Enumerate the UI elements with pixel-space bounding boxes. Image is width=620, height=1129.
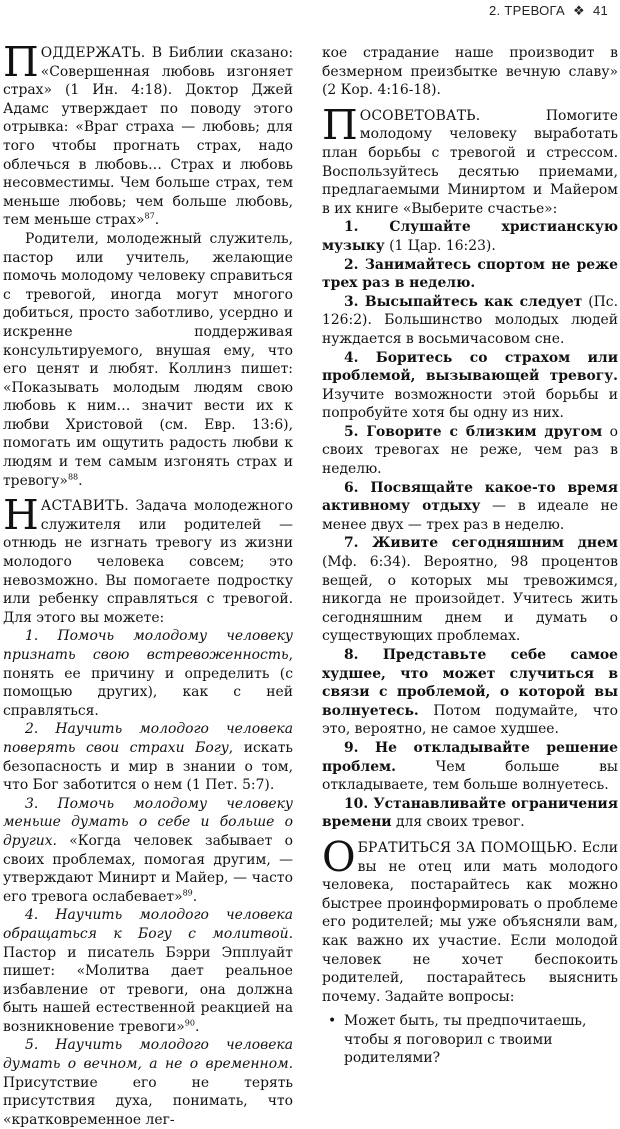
tip-item: 4. Боритесь со страхом или проблемой, вызывающей тревогу. Изучите возможности этой борьбы и попробуйте хотя бы одну из них. bbox=[322, 349, 618, 422]
right-column bbox=[322, 44, 618, 1068]
footnote-ref: 87 bbox=[144, 211, 155, 221]
tip-item: 1. Слушайте христианскую музыку (1 Цар. 16:23). bbox=[322, 219, 618, 254]
chapter-title: 2. ТРЕВОГА bbox=[489, 3, 565, 18]
paragraph: Родители, молодежный служитель, пастор или учитель, желающие помочь молодому человеку справиться с тревогой, иногда могут многого добиться, просто заботливо, усердно и искренне поддерживая консультируемого, внушая ему, что его ценят и любят. Коллинз пишет: «Показывать молодым людям свою любовь к ним… значит вести их к любви Христовой (см. Евр. 13:6), помогать им ощутить радость любви к людям и тем самым изгонять страх и тревогу»$^{88}$. bbox=[3, 230, 293, 489]
question-list bbox=[322, 1012, 618, 1068]
left-column bbox=[3, 38, 293, 1129]
tip-item: 7. Живите сегодняшним днем (Мф. 6:34). Вероятно, 98 процентов вещей, о которых мы тревожимся, никогда не произойдет. Учитесь жить сегодняшним днем и думать о существующих проблемах. bbox=[322, 535, 618, 645]
list-item: 4. Научить молодого человека обращаться к Богу с молитвой. Пастор и писатель Бэрри Эпплуайт пишет: «Молитва дает реальное избавление от тревоги, она должна быть нашей естественной реакцией на возникновение тревоги»$^{90}$. bbox=[3, 907, 293, 1035]
list-item: 2. Научить молодого человека поверять свои страхи Богу, искать безопасность и мир в знании о том, что Бог заботится о нем (1 Пет. 5:7). bbox=[3, 721, 293, 794]
tip-item: 5. Говорите с близким другом о своих тревогах не реже, чем раз в неделю. bbox=[322, 423, 619, 478]
section-heading: БРАТИТЬСЯ ЗА ПОМОЩЬЮ. bbox=[357, 839, 578, 856]
paragraph-continued: кое страдание наше производит в безмерном преизбытке вечную славу» (2 Кор. 4:16-18). bbox=[322, 45, 618, 99]
list-item: 1. Помочь молодому человеку признать свою встревоженность, понять ее причину и определить (с помощью других), как с ней справляться. bbox=[3, 628, 293, 719]
tip-item: 10. Устанавливайте ограничения времени для своих тревог. bbox=[322, 795, 618, 831]
section-heading: ОСОВЕТОВАТЬ. bbox=[359, 107, 481, 124]
section-heading: ОДДЕРЖАТЬ. bbox=[40, 45, 146, 61]
list-item: 3. Помочь молодому человеку меньше думать о себе и больше о других. «Когда человек забывает о своих проблемах, помогая другим, — утверждают Минирт и Майер, — часто его тревога ослабевает»$^{89}$. bbox=[3, 795, 293, 905]
list-item: 5. Научить молодого человека думать о вечном, а не о временном. Присутствие его не терять присутствия духа, понимать, что «кратковременное лег- bbox=[3, 1037, 293, 1128]
tip-item: 2. Занимайтесь спортом не реже трех раз в неделю. bbox=[322, 256, 618, 292]
section-seek-help: ОБРАТИТЬСЯ ЗА ПОМОЩЬЮ. Если вы не отец или мать молодого человека, постарайтесь как можно быстрее проинформировать о проблеме его родителей; мы уже объясняли вам, как важно их участие. Если молодой человек не хочет беспокоить родителей, постарайтесь выяснить почему. Задайте вопросы: bbox=[322, 832, 618, 1005]
section-advise: ПОСОВЕТОВАТЬ. Помогите молодому человеку выработать план борьбы с тревогой и стрессом. Воспользуйтесь десятью приемами, предлагаемыми Миниртом и Майером в их книге «Выберите счастье»: bbox=[322, 100, 618, 217]
footnote-ref: 88 bbox=[67, 472, 79, 482]
tip-item: 6. Посвящайте какое-то время активному отдыху — в идеале не менее двух — трех раз в неделю. bbox=[322, 479, 618, 533]
drop-cap: П bbox=[3, 38, 39, 86]
section-support: ПОДДЕРЖАТЬ. В Библии сказано: «Совершенная любовь изгоняет страх» (1 Ин. 4:18). Доктор Джей Адамс утверждает по поводу этого отрывка: «Враг страха — любовь; для того чтобы прогнать страх, надо облечься в любовь… Страх и любовь несовместимы. Чем больше страх, тем меньше любовь; чем больше любовь, тем меньше страх»$^{87}$. bbox=[3, 38, 293, 229]
bullet-item: • Может быть, ты предпочитаешь, чтобы я поговорил с твоими родителями? bbox=[322, 1012, 618, 1068]
tip-item: 9. Не откладывайте решение проблем. Чем больше вы откладываете, тем больше волнуетесь. bbox=[322, 739, 618, 794]
footnote-ref: 90 bbox=[184, 1018, 195, 1028]
drop-cap: Н bbox=[3, 491, 39, 540]
tip-item: 8. Представьте себе самое худшее, что может случиться в связи с проблемой, о которой вы волнуетесь. Потом подумайте, что это, вероятно, не самое худшее. bbox=[322, 647, 618, 738]
running-head bbox=[489, 3, 608, 19]
drop-cap: О bbox=[322, 832, 356, 881]
drop-cap: П bbox=[322, 100, 358, 149]
page-number: 41 bbox=[592, 3, 608, 18]
section-instruct: НАСТАВИТЬ. Задача молодежного служителя или родителей — отнюдь не изгнать тревогу из жизни молодого человека совсем; это невозможно. Вы помогаете подростку или ребенку справляться с тревогой. Для этого вы можете: bbox=[3, 491, 293, 626]
ornament-icon: ❖ bbox=[572, 3, 585, 18]
footnote-ref: 89 bbox=[182, 888, 193, 898]
tips-list bbox=[322, 218, 618, 832]
tip-item: 3. Высыпайтесь как следует (Пс. 126:2). Большинство молодых людей нуждается в восьмичасовом сне. bbox=[322, 293, 618, 347]
section-heading: АСТАВИТЬ. bbox=[40, 498, 129, 515]
